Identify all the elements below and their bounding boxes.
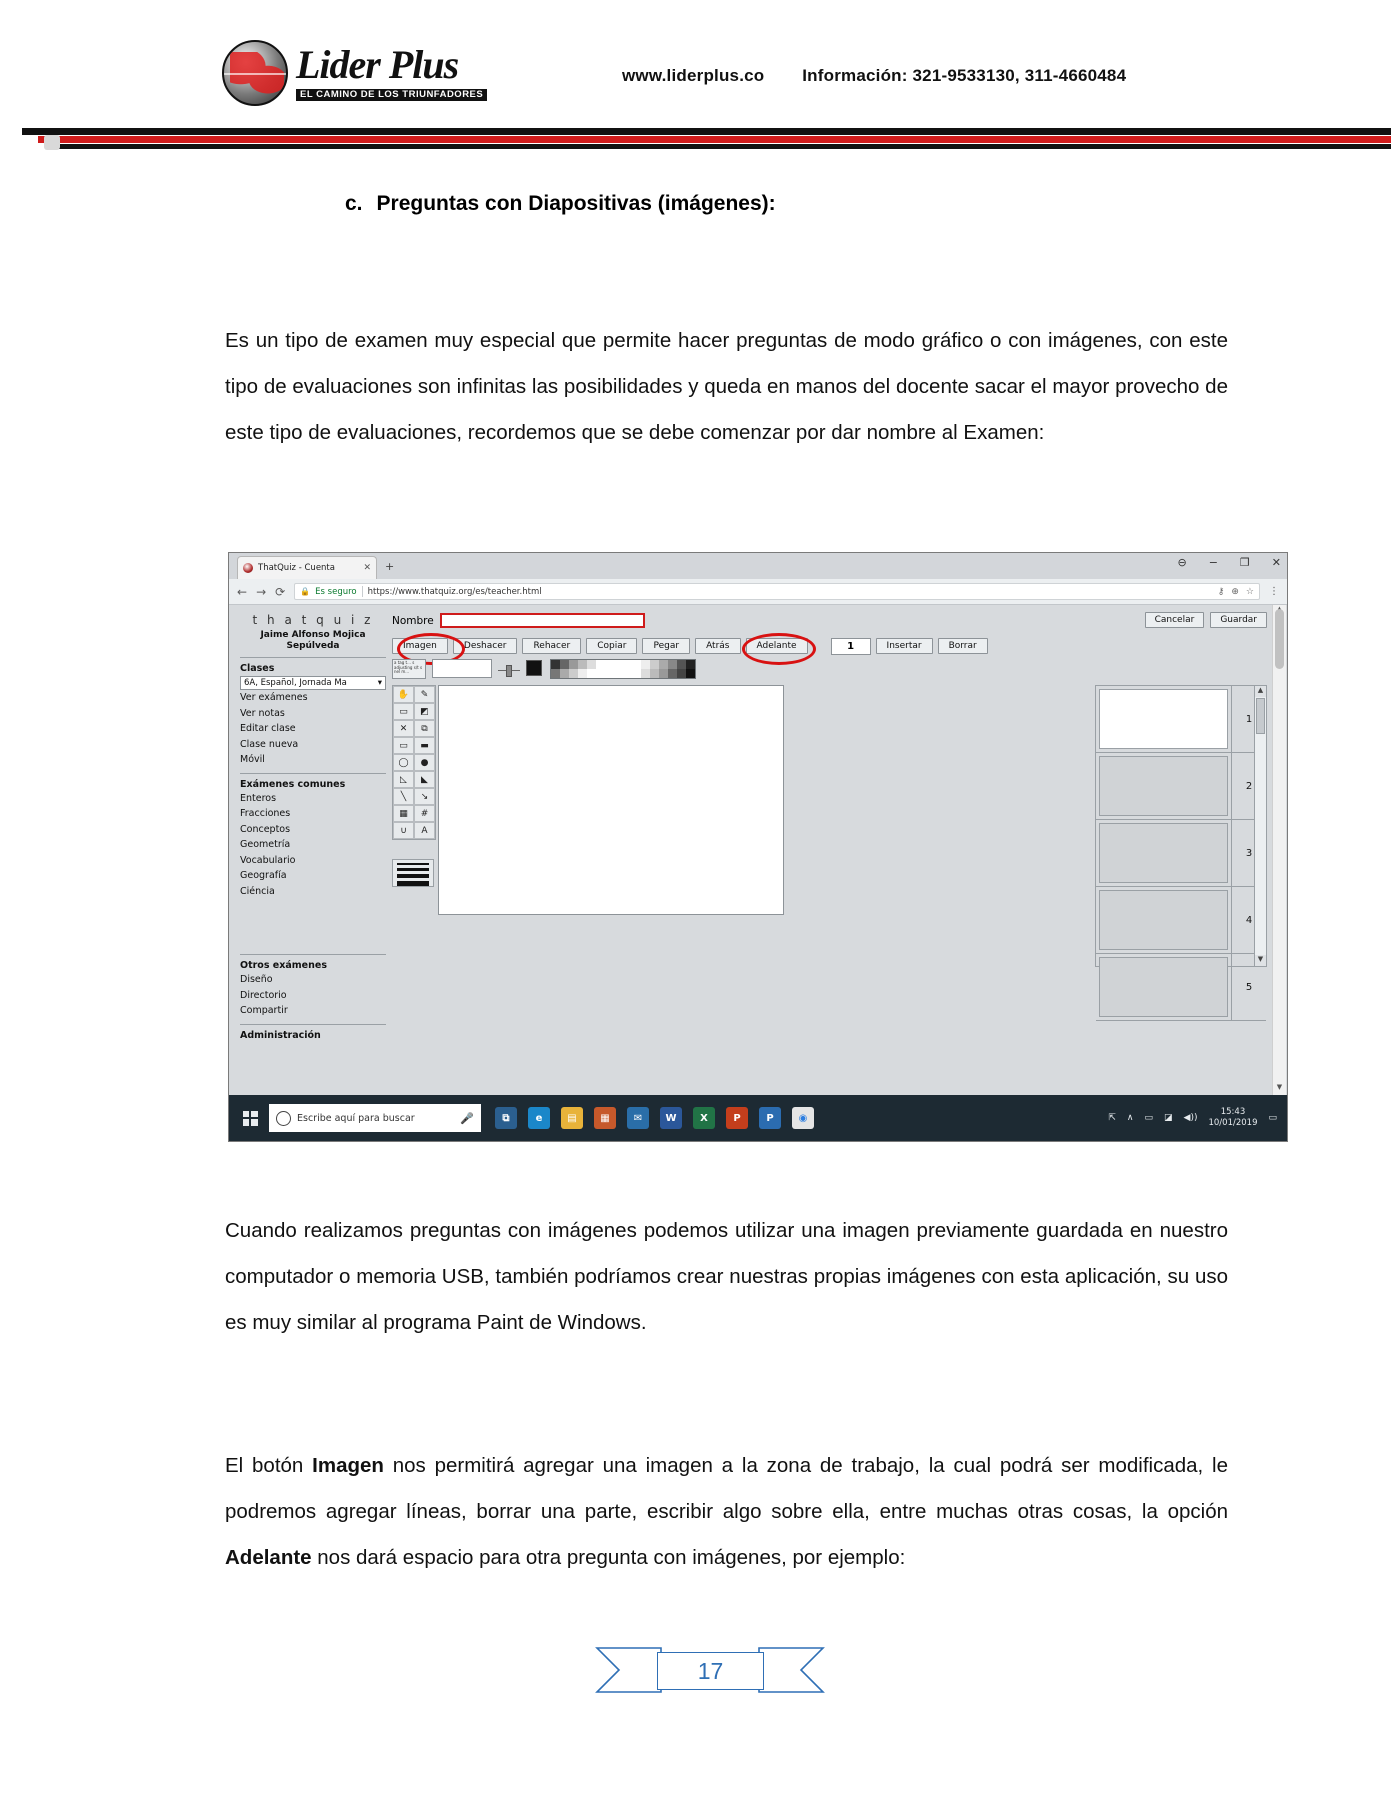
address-bar[interactable] [294, 583, 1260, 600]
line-tool[interactable]: ╲ [393, 788, 414, 805]
paragraph-2: Cuando realizamos preguntas con imágenes podemos utilizar una imagen previamente guardada en nuestro computador o memoria USB, también podríamos crear nuestras propias imágenes con esta aplicación, su uso es muy similar al programa Paint de Windows. [225, 1219, 1228, 1334]
hand-tool[interactable]: ✋ [393, 686, 414, 703]
triangle-tool[interactable]: ◺ [393, 771, 414, 788]
slide-thumbnail[interactable] [1099, 689, 1228, 749]
browser-menu-icon[interactable]: ⋮ [1269, 586, 1279, 597]
taskbar-search-input[interactable] [269, 1104, 481, 1132]
heading-marker: c. [345, 192, 363, 215]
slide-number: 3 [1231, 820, 1266, 886]
paragraph-3 [225, 1443, 1228, 1581]
sidebar-item-enteros[interactable]: Enteros [240, 792, 277, 804]
deshacer-button[interactable]: Deshacer [453, 638, 518, 654]
header-divider [0, 128, 1391, 150]
arrow-tool[interactable]: ↘ [414, 788, 435, 805]
microphone-icon[interactable]: 🎤 [460, 1111, 474, 1125]
clock-date: 10/01/2019 [1208, 1118, 1258, 1128]
key-icon[interactable]: ⚷ [1217, 586, 1225, 597]
slide-number: 5 [1231, 954, 1266, 1020]
windows-icon [243, 1111, 258, 1126]
network-icon[interactable]: ▭ [1144, 1113, 1154, 1123]
sidebar-item-vocabulario[interactable]: Vocabulario [240, 854, 296, 866]
close-window-icon[interactable]: ✕ [1271, 556, 1281, 569]
window-controls [1177, 556, 1281, 569]
editor-toolbar [392, 637, 1267, 655]
heading-text: Preguntas con Diapositivas (imágenes): [376, 192, 776, 215]
clock-time: 15:43 [1220, 1107, 1246, 1117]
thatquiz-logo: t h a t q u i z [252, 613, 374, 627]
slide-number: 4 [1231, 887, 1266, 953]
current-color-swatch[interactable] [526, 660, 542, 676]
back-icon[interactable]: ← [237, 584, 248, 599]
text-entry-input[interactable] [432, 659, 492, 678]
notifications-icon[interactable]: ▭ [1268, 1113, 1277, 1123]
rehacer-button[interactable]: Rehacer [522, 638, 581, 654]
classes-title: Clases [240, 663, 275, 674]
triangle-filled-tool[interactable]: ◣ [414, 771, 435, 788]
slide-thumbnail[interactable] [1099, 957, 1228, 1017]
scroll-thumb[interactable] [1256, 698, 1265, 734]
start-button[interactable] [235, 1103, 265, 1133]
rect-filled-tool[interactable]: ▬ [414, 737, 435, 754]
size-slider[interactable] [498, 659, 520, 676]
chrome-icon[interactable]: ◉ [792, 1107, 814, 1129]
close-icon[interactable]: ✕ [363, 563, 371, 573]
ribbon-left-icon [595, 1644, 665, 1696]
star-icon[interactable]: ☆ [1245, 586, 1254, 597]
class-select-value: 6A, Español, Jornada Ma [244, 678, 347, 688]
slide-editor [392, 609, 1269, 1091]
lock-icon: 🔒 [300, 587, 311, 596]
sidebar-item-ver-examenes[interactable]: Ver exámenes [240, 692, 308, 703]
tray-expand-icon[interactable]: ∧ [1126, 1113, 1134, 1123]
adelante-button[interactable]: Adelante [746, 638, 808, 654]
task-view-icon[interactable]: ⧉ [495, 1107, 517, 1129]
volume-icon[interactable]: ◀)) [1183, 1113, 1198, 1123]
class-select[interactable] [240, 676, 386, 690]
slide-thumbnail[interactable] [1099, 890, 1228, 950]
name-row [392, 613, 645, 628]
insertar-button[interactable]: Insertar [876, 638, 933, 654]
secure-label: Es seguro [315, 586, 357, 597]
logo-subtitle: EL CAMINO DE LOS TRIUNFADORES [296, 89, 487, 101]
slide-number: 1 [1231, 686, 1266, 752]
mail-icon[interactable]: ✉ [627, 1107, 649, 1129]
name-label: Nombre [392, 614, 434, 627]
line-width-selector[interactable] [392, 859, 434, 887]
cancel-button[interactable]: Cancelar [1145, 612, 1205, 628]
word-icon[interactable]: W [660, 1107, 682, 1129]
style-row [392, 659, 696, 681]
common-exams-title: Exámenes comunes [240, 778, 346, 790]
tab-title: ThatQuiz - Cuenta [258, 563, 335, 573]
sidebar-item-movil[interactable]: Móvil [240, 754, 265, 765]
editor-actions [1145, 612, 1267, 628]
ribbon-right-icon [755, 1644, 825, 1696]
drawing-canvas[interactable] [438, 685, 784, 915]
paragraph-3-bold-adelante: Adelante [225, 1546, 312, 1569]
chevron-down-icon: ▾ [377, 678, 382, 688]
remote-icon[interactable]: ⇱ [1108, 1113, 1116, 1123]
ellipse-tool[interactable]: ◯ [393, 754, 414, 771]
pencil-tool[interactable]: ✎ [414, 686, 435, 703]
slide-item[interactable] [1096, 686, 1266, 753]
save-button[interactable]: Guardar [1210, 612, 1267, 628]
color-palette[interactable] [550, 659, 696, 679]
hint-text-box: a tag t... s adjusting s/t s nel m... [392, 659, 426, 679]
wifi-icon[interactable]: ◪ [1164, 1113, 1173, 1123]
new-tab-button[interactable]: + [385, 560, 395, 573]
imagen-button[interactable]: Imagen [392, 638, 448, 654]
website-text: www.liderplus.co [622, 66, 765, 85]
other-exams-title: Otros exámenes [240, 960, 327, 971]
browser-toolbar [229, 579, 1287, 605]
slide-number-field[interactable]: 1 [831, 638, 871, 655]
page-number-ribbon [595, 1640, 825, 1700]
file-explorer-icon[interactable]: ▤ [561, 1107, 583, 1129]
taskbar-clock[interactable] [1208, 1107, 1257, 1129]
paragraph-3-part-3: nos dará espacio para otra pregunta con imágenes, por ejemplo: [311, 1546, 906, 1569]
copy-tool[interactable]: ⧉ [414, 720, 435, 737]
page-number: 17 [657, 1652, 764, 1690]
favicon-icon [243, 563, 253, 573]
contact-text: Información: 321-9533130, 311-4660484 [802, 66, 1127, 85]
paragraph-3-bold-imagen: Imagen [312, 1454, 384, 1477]
powerpoint-icon[interactable]: P [726, 1107, 748, 1129]
sidebar-item-geografia[interactable]: Geografía [240, 870, 287, 881]
url-text: https://www.thatquiz.org/es/teacher.html [367, 586, 542, 597]
sidebar-item-conceptos[interactable]: Conceptos [240, 823, 291, 835]
taskbar-apps [495, 1107, 814, 1129]
atras-button[interactable]: Atrás [695, 638, 740, 654]
slide-item[interactable] [1096, 954, 1266, 1021]
windows-taskbar [229, 1095, 1287, 1141]
system-tray [1108, 1107, 1281, 1129]
page-scrollbar[interactable] [1272, 605, 1286, 1095]
search-icon [276, 1111, 291, 1126]
account-icon[interactable]: ⊖ [1177, 556, 1187, 569]
sidebar-item-editar-clase[interactable]: Editar clase [240, 723, 296, 734]
section-heading [345, 192, 776, 216]
grid-tool[interactable]: ▦ [393, 805, 414, 822]
paragraph-3-part-1: El botón [225, 1454, 313, 1477]
exam-name-input[interactable] [440, 613, 645, 628]
slide-list-scrollbar[interactable] [1254, 686, 1266, 966]
page-viewport [229, 605, 1287, 1095]
publisher-icon[interactable]: P [759, 1107, 781, 1129]
thatquiz-sidebar [238, 609, 388, 1091]
header-contact-line [622, 66, 1126, 86]
browser-tab[interactable] [237, 556, 377, 579]
globe-icon [222, 40, 288, 106]
page-scroll-thumb[interactable] [1275, 609, 1284, 669]
sidebar-item-compartir[interactable]: Compartir [240, 1005, 288, 1016]
page-scroll-down-icon[interactable]: ▼ [1276, 1083, 1283, 1091]
slide-thumbnail[interactable] [1099, 756, 1228, 816]
user-name: Jaime Alfonso Mojica Sepúlveda [260, 630, 366, 651]
slide-thumbnail[interactable] [1099, 823, 1228, 883]
copiar-button[interactable]: Copiar [586, 638, 637, 654]
sidebar-item-directorio[interactable]: Directorio [240, 989, 287, 1001]
scroll-down-icon[interactable]: ▼ [1255, 955, 1266, 966]
fill-tool[interactable]: ◩ [414, 703, 435, 720]
text-tool[interactable]: A [414, 822, 435, 839]
excel-icon[interactable]: X [693, 1107, 715, 1129]
paragraph-3-part-2: nos permitirá agregar una imagen a la zona de trabajo, la cual podrá ser modificada, le podremos agregar líneas, borrar una parte, escribir algo sobre ella, entre muchas otras cosas, la opción [225, 1454, 1229, 1523]
sidebar-item-fracciones[interactable]: Fracciones [240, 808, 291, 819]
search-placeholder: Escribe aquí para buscar [297, 1112, 415, 1124]
erase-tool[interactable]: ✕ [393, 720, 414, 737]
select-tool[interactable]: ▭ [393, 703, 414, 720]
sidebar-item-geometria[interactable]: Geometría [240, 839, 291, 850]
slide-item[interactable] [1096, 887, 1266, 954]
ellipse-filled-tool[interactable]: ● [414, 754, 435, 771]
hash-tool[interactable]: # [414, 805, 435, 822]
embedded-screenshot [228, 552, 1288, 1142]
sidebar-item-ver-notas[interactable]: Ver notas [240, 707, 285, 719]
pegar-button[interactable]: Pegar [642, 638, 690, 654]
page-header [0, 0, 1391, 150]
drawing-toolbox [392, 685, 436, 840]
admin-title: Administración [240, 1029, 321, 1041]
restore-icon[interactable]: ❐ [1239, 556, 1250, 569]
reload-icon[interactable]: ⟳ [275, 584, 286, 599]
edge-icon[interactable]: e [528, 1107, 550, 1129]
rect-tool[interactable]: ▭ [393, 737, 414, 754]
forward-icon[interactable]: → [256, 584, 267, 599]
curve-tool[interactable]: ∪ [393, 822, 414, 839]
store-icon[interactable]: ▦ [594, 1107, 616, 1129]
borrar-button[interactable]: Borrar [938, 638, 988, 654]
sidebar-item-clase-nueva[interactable]: Clase nueva [240, 738, 299, 750]
slide-list [1095, 685, 1267, 993]
logo-title: Lider Plus [296, 42, 459, 87]
company-logo [222, 40, 487, 106]
slide-item[interactable] [1096, 820, 1266, 887]
zoom-icon[interactable]: ⊕ [1231, 586, 1239, 597]
minimize-icon[interactable]: − [1208, 556, 1218, 569]
paragraph-1: Es un tipo de examen muy especial que permite hacer preguntas de modo gráfico o con imágenes, con este tipo de evaluaciones son infinitas las posibilidades y queda en manos del docente sacar el mayor provecho de este tipo de evaluaciones, recordemos que se debe comenzar por dar nombre al Examen: [225, 329, 1228, 444]
scroll-up-icon[interactable]: ▲ [1255, 686, 1266, 697]
slide-item[interactable] [1096, 753, 1266, 820]
slide-number: 2 [1231, 753, 1266, 819]
browser-tabstrip [229, 553, 1287, 579]
sidebar-item-diseno[interactable]: Diseño [240, 974, 273, 985]
sidebar-item-ciencia[interactable]: Ciéncia [240, 885, 275, 897]
